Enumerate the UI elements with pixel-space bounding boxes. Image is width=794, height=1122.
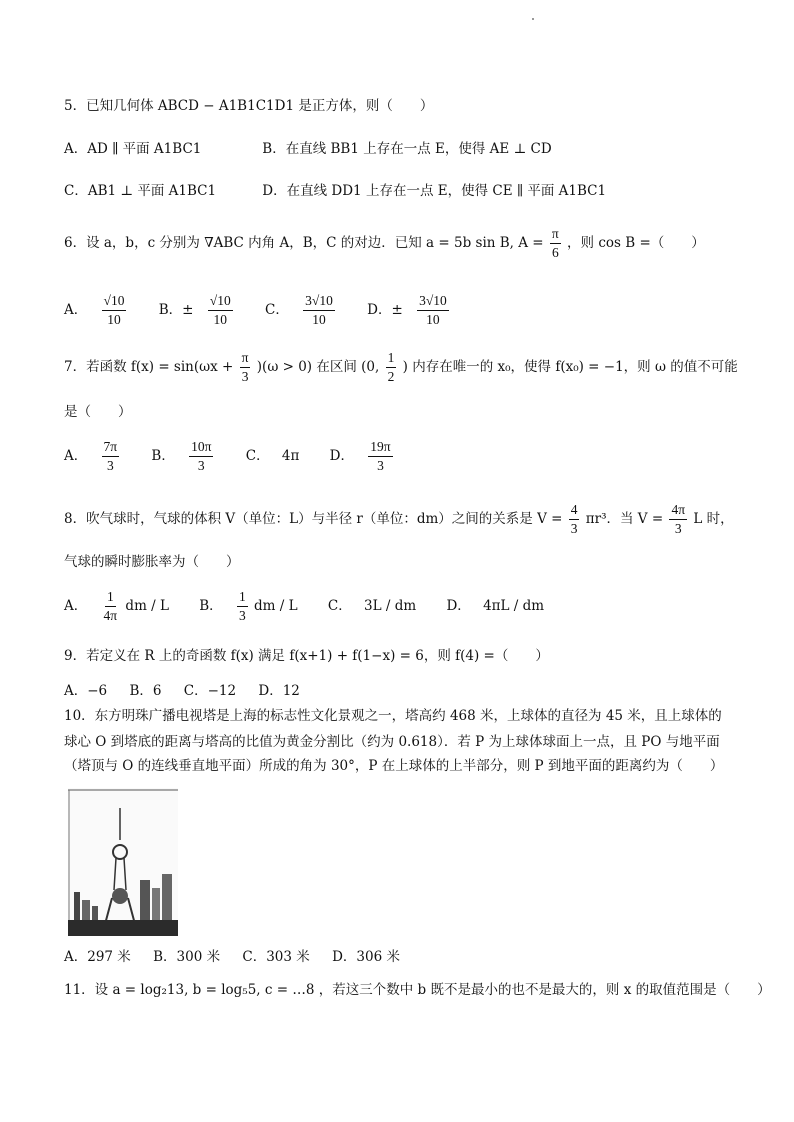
q7-stem <box>64 348 754 386</box>
q7-option-d-label: D． <box>329 447 354 464</box>
q7-option-c-label: C． <box>245 447 270 464</box>
q9-option-d[interactable]: D．12 <box>258 682 300 699</box>
q5-option-b[interactable]: B．在直线 BB1 上存在一点 E，使得 AE ⊥ CD <box>262 140 552 157</box>
q9-option-a[interactable]: A．−6 <box>64 682 108 699</box>
q7-frac1-num: π <box>240 349 251 368</box>
q5-options-row2 <box>64 180 754 201</box>
q6-option-d-den: 10 <box>426 311 440 327</box>
q8-option-c-label: C． <box>327 597 352 614</box>
q9-options <box>64 680 754 701</box>
q8-option-a-den: 4π <box>103 607 118 623</box>
q7-option-a-label: A． <box>64 447 88 464</box>
q7-frac2-num: 1 <box>386 349 397 368</box>
q7-stem-line2: 是（ ） <box>64 404 132 420</box>
q6-option-d[interactable] <box>367 291 451 329</box>
q7-option-b[interactable] <box>151 437 215 475</box>
q8-stem-pre: 8．吹气球时，气球的体积 V（单位：L）与半径 r（单位：dm）之间的关系是 V = <box>64 511 563 527</box>
q6-stem-post: ，则 cos B =（ ） <box>567 235 705 251</box>
q7-frac1-den: 3 <box>241 369 249 384</box>
q7-stem-post: ) 内存在唯一的 x₀，使得 f(x₀) = −1，则 ω 的值不可能 <box>402 359 738 375</box>
oriental-pearl-tower-skyline-icon <box>68 788 178 936</box>
q8-frac2-num: 4π <box>669 501 687 520</box>
q7-option-a-num: 7π <box>102 438 120 457</box>
q9-stem: 9．若定义在 R 上的奇函数 f(x) 满足 f(x+1) + f(1−x) = 6，则 f(4) =（ ） <box>64 648 549 664</box>
q5-option-a[interactable]: A．AD ∥ 平面 A1BC1 <box>64 140 202 157</box>
q6-frac-num: π <box>550 225 561 244</box>
q8-stem-mid: πr³．当 V = <box>585 511 664 527</box>
q6-option-a-den: 10 <box>107 311 121 327</box>
q7-option-a-den: 3 <box>106 457 114 473</box>
q5-option-d[interactable]: D．在直线 DD1 上存在一点 E，使得 CE ∥ 平面 A1BC1 <box>262 182 607 199</box>
q6-options <box>64 290 754 329</box>
q8-frac2-den: 3 <box>674 521 682 536</box>
q8-option-d[interactable] <box>446 587 544 625</box>
q7-options <box>64 436 754 475</box>
q5-options-row1 <box>64 138 754 159</box>
q6-option-b[interactable] <box>159 291 235 329</box>
q7-option-c-text: 4π <box>281 447 300 464</box>
q7-stem-mid: )(ω > 0) 在区间 (0, <box>256 359 380 375</box>
q8-option-a-num: 1 <box>105 588 116 607</box>
q6-option-c[interactable] <box>265 291 337 329</box>
q6-option-b-den: 10 <box>213 311 227 327</box>
q8-option-a-unit: dm / L <box>125 597 169 614</box>
q8-option-a-label: A． <box>64 597 88 614</box>
q6-option-c-label: C． <box>265 301 289 318</box>
q5-stem: 5．已知几何体 ABCD − A1B1C1D1 是正方体，则（ ） <box>64 98 434 114</box>
q8-option-b-unit: dm / L <box>254 597 298 614</box>
q7-option-d-num: 19π <box>368 438 392 457</box>
q8-stem <box>64 500 754 538</box>
q6-option-a[interactable] <box>64 291 128 329</box>
q6-option-a-label: A． <box>64 301 88 318</box>
q8-option-b-den: 3 <box>238 607 246 623</box>
q7-option-b-num: 10π <box>189 438 213 457</box>
q8-option-c-text: 3L / dm <box>364 597 417 614</box>
q10-option-a[interactable]: A．297 米 <box>64 948 131 965</box>
page-mark <box>532 18 534 20</box>
q8-options <box>64 586 754 625</box>
q7-stem-pre: 7．若函数 f(x) = sin(ωx + <box>64 359 234 375</box>
q7-option-b-label: B． <box>151 447 175 464</box>
q7-option-b-den: 3 <box>197 457 205 473</box>
q11-stem: 11．设 a = log₂13, b = log₅5, c = …8 ，若这三个数中 b 既不是最小的也不是最大的，则 x 的取值范围是（ ） <box>64 982 771 998</box>
q8-option-b-num: 1 <box>237 588 248 607</box>
q8-option-d-label: D． <box>446 597 471 614</box>
q6-option-a-num: √10 <box>102 292 127 311</box>
q5-option-c[interactable]: C．AB1 ⊥ 平面 A1BC1 <box>64 182 217 199</box>
q6-option-c-den: 10 <box>312 311 326 327</box>
q9-option-c[interactable]: C．−12 <box>183 682 237 699</box>
q10-options <box>64 946 754 967</box>
q6-stem-pre: 6．设 a，b，c 分别为 ∇ABC 内角 A，B，C 的对边．已知 a = 5b sin B, A = <box>64 235 544 251</box>
q6-option-d-label: D．± <box>367 301 403 318</box>
q10-option-c[interactable]: C．303 米 <box>242 948 310 965</box>
q10-line1: 10．东方明珠广播电视塔是上海的标志性文化景观之一，塔高约 468 米，上球体的直径为 45 米，且上球体的 <box>64 708 722 724</box>
q8-option-c[interactable] <box>328 587 416 625</box>
q6-option-d-num: 3√10 <box>417 292 449 311</box>
q10-line2: 球心 O 到塔底的距离与塔高的比值为黄金分割比（约为 0.618）．若 P 为上球体球面上一点，且 PO 与地平面 <box>64 734 720 750</box>
q6-frac-den: 6 <box>551 245 559 260</box>
q8-option-a[interactable] <box>64 587 169 625</box>
q8-frac1-den: 3 <box>570 521 578 536</box>
q8-stem-line2: 气球的瞬时膨胀率为（ ） <box>64 554 240 570</box>
q8-option-b[interactable] <box>199 587 297 625</box>
q8-frac1-num: 4 <box>569 501 580 520</box>
q6-stem <box>64 224 754 262</box>
q8-stem-post: L 时， <box>693 511 734 527</box>
q8-option-d-text: 4πL / dm <box>483 597 545 614</box>
q7-option-a[interactable] <box>64 437 121 475</box>
q6-option-b-num: √10 <box>208 292 233 311</box>
q7-option-c[interactable] <box>246 437 300 475</box>
q6-angle-fraction <box>550 225 561 262</box>
q6-option-b-label: B．± <box>158 301 194 318</box>
q7-option-d-den: 3 <box>377 457 384 473</box>
q6-option-c-num: 3√10 <box>303 292 335 311</box>
q7-frac2-den: 2 <box>387 369 395 384</box>
q10-line3: （塔顶与 O 的连线垂直地平面）所成的角为 30°，P 在上球体的上半部分，则 P 到地平面的距离约为（ ） <box>64 758 724 774</box>
q10-option-d[interactable]: D．306 米 <box>332 948 400 965</box>
q8-option-b-label: B． <box>199 597 223 614</box>
q9-option-b[interactable]: B．6 <box>129 682 162 699</box>
q10-option-b[interactable]: B．300 米 <box>153 948 221 965</box>
q7-option-d[interactable] <box>330 437 395 475</box>
